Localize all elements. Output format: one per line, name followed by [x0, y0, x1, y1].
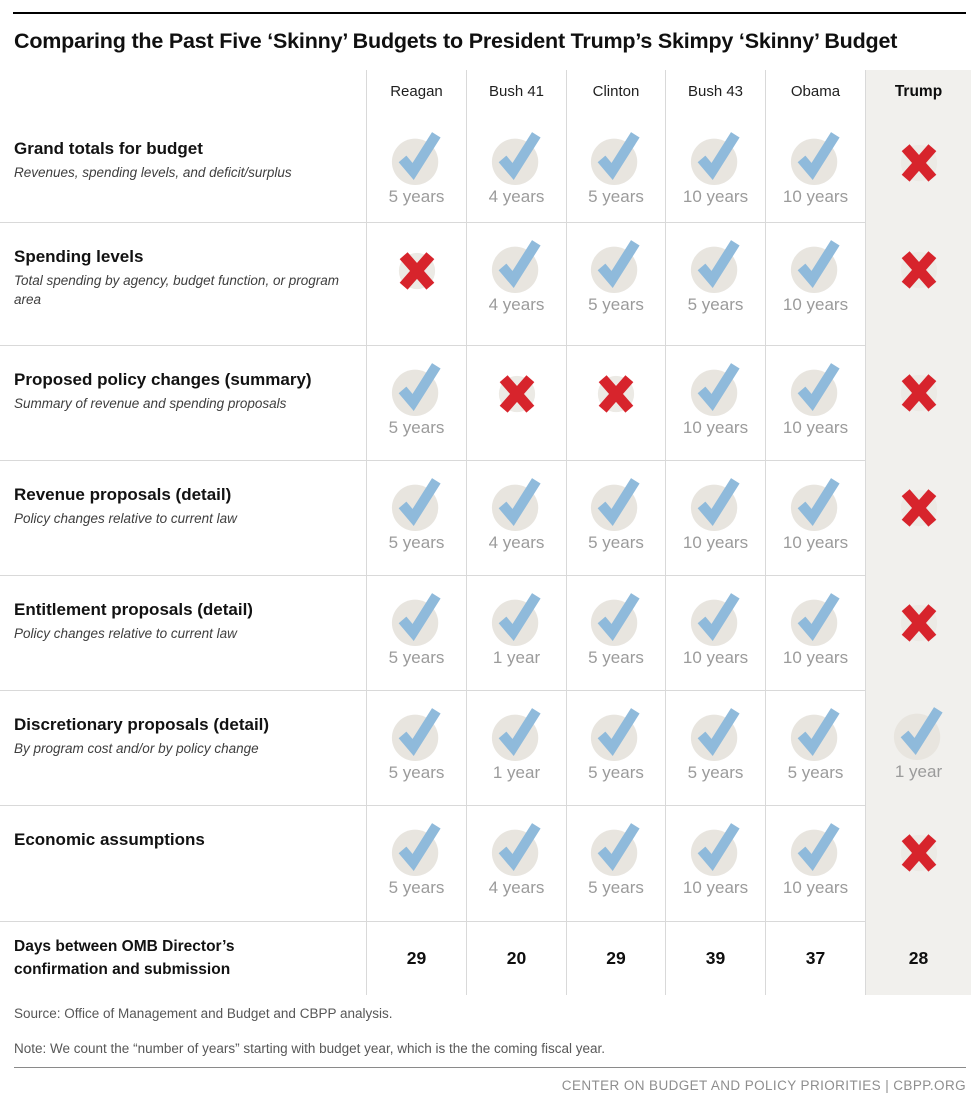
- check-icon: [788, 819, 844, 877]
- table-row: [0, 115, 971, 222]
- x-icon: [898, 485, 940, 529]
- days-value-reagan: 29: [367, 921, 467, 995]
- x-icon-wrap: [898, 370, 940, 414]
- year-label: 1 year: [894, 762, 943, 781]
- year-label: 4 years: [488, 295, 545, 314]
- year-label: 10 years: [682, 648, 749, 667]
- days-row-label-cell: [0, 921, 367, 995]
- check-icon: [588, 819, 644, 877]
- footer-brand: CENTER ON BUDGET AND POLICY PRIORITIES | CBPP.ORG: [561, 1078, 966, 1093]
- days-value-trump: 28: [866, 921, 971, 995]
- row-label-cell: [0, 222, 367, 345]
- year-label: 5 years: [388, 533, 445, 552]
- table-row: [0, 460, 971, 575]
- check-icon: [688, 819, 744, 877]
- x-icon: [396, 248, 438, 292]
- table-cell: [866, 345, 971, 460]
- year-label: 5 years: [687, 763, 744, 782]
- table-cell: [567, 222, 666, 345]
- check-icon: [389, 819, 445, 877]
- year-label: 5 years: [787, 763, 844, 782]
- x-icon: [595, 371, 637, 415]
- year-label: 5 years: [687, 295, 744, 314]
- table-cell: [567, 115, 666, 222]
- x-icon: [898, 600, 940, 644]
- check-icon: [891, 703, 947, 761]
- year-label: 5 years: [388, 878, 445, 897]
- check-icon: [688, 589, 744, 647]
- year-label: 4 years: [488, 187, 545, 206]
- table-body: [0, 115, 971, 921]
- year-label: 5 years: [388, 648, 445, 667]
- table-cell: [866, 222, 971, 345]
- table-header-row: [0, 70, 971, 115]
- year-label: 10 years: [782, 648, 849, 667]
- check-icon: [588, 474, 644, 532]
- year-label: 10 years: [782, 295, 849, 314]
- source-text: Source: Office of Management and Budget and CBPP analysis.: [14, 1006, 393, 1021]
- top-rule: [13, 12, 966, 14]
- year-label: 5 years: [588, 878, 644, 897]
- year-label: 5 years: [588, 187, 644, 206]
- table-cell: [367, 690, 467, 805]
- table-cell: [467, 575, 567, 690]
- table-row: [0, 222, 971, 345]
- year-label: 10 years: [782, 418, 849, 437]
- table-cell: [467, 805, 567, 921]
- check-icon: [788, 474, 844, 532]
- year-label: 10 years: [782, 878, 849, 897]
- year-label: 1 year: [492, 648, 541, 667]
- check-icon: [489, 474, 545, 532]
- x-icon-wrap: [898, 830, 940, 874]
- check-icon: [688, 128, 744, 186]
- row-sublabel: Summary of revenue and spending proposals: [14, 396, 287, 411]
- x-icon: [496, 371, 538, 415]
- check-icon: [688, 359, 744, 417]
- table-cell: [567, 460, 666, 575]
- table-cell: [666, 575, 766, 690]
- check-icon: [788, 128, 844, 186]
- check-icon: [489, 819, 545, 877]
- table-row: [0, 690, 971, 805]
- table-cell: [766, 805, 866, 921]
- row-label: Grand totals for budget: [14, 139, 203, 158]
- table-cell: [467, 345, 567, 460]
- table-cell: [866, 115, 971, 222]
- year-label: 5 years: [588, 295, 644, 314]
- row-sublabel: Total spending by agency, budget function, or program area: [14, 273, 339, 307]
- year-label: 4 years: [488, 878, 545, 897]
- table-cell: [866, 690, 971, 805]
- check-icon: [588, 589, 644, 647]
- row-label-cell: [0, 115, 367, 222]
- table-cell: [666, 460, 766, 575]
- table-cell: [666, 805, 766, 921]
- x-icon-wrap: [595, 371, 637, 415]
- table-cell: [766, 345, 866, 460]
- check-icon: [588, 236, 644, 294]
- check-icon: [688, 236, 744, 294]
- row-sublabel: Revenues, spending levels, and deficit/surplus: [14, 165, 292, 180]
- check-icon: [788, 359, 844, 417]
- row-label-cell: [0, 575, 367, 690]
- table-cell: [467, 115, 567, 222]
- table-cell: [766, 222, 866, 345]
- table-cell: [666, 115, 766, 222]
- x-icon: [898, 140, 940, 184]
- table-cell: [367, 805, 467, 921]
- table-cell: [467, 460, 567, 575]
- table-row: [0, 345, 971, 460]
- table-cell: [866, 460, 971, 575]
- year-label: 10 years: [782, 533, 849, 552]
- x-icon-wrap: [496, 371, 538, 415]
- year-label: 10 years: [682, 187, 749, 206]
- chart-title: Comparing the Past Five ‘Skinny’ Budgets to President Trump’s Skimpy ‘Skinny’ Budget: [14, 29, 898, 53]
- x-icon-wrap: [898, 247, 940, 291]
- year-label: 10 years: [682, 533, 749, 552]
- header-spacer: [0, 70, 367, 115]
- table-cell: [766, 460, 866, 575]
- days-value-obama: 37: [766, 921, 866, 995]
- table-cell: [467, 690, 567, 805]
- table-cell: [766, 115, 866, 222]
- check-icon: [688, 474, 744, 532]
- row-label-cell: [0, 805, 367, 921]
- days-value-bush43: 39: [666, 921, 766, 995]
- row-sublabel: Policy changes relative to current law: [14, 626, 237, 641]
- column-header-clinton: Clinton: [567, 70, 666, 115]
- table-cell: [866, 805, 971, 921]
- row-label: Economic assumptions: [14, 830, 205, 849]
- row-label: Spending levels: [14, 247, 144, 266]
- check-icon: [489, 236, 545, 294]
- table-cell: [666, 345, 766, 460]
- column-header-obama: Obama: [766, 70, 866, 115]
- row-label: Entitlement proposals (detail): [14, 600, 253, 619]
- comparison-table: [0, 70, 971, 995]
- column-header-bush41: Bush 41: [467, 70, 567, 115]
- check-icon: [489, 128, 545, 186]
- year-label: 1 year: [492, 763, 541, 782]
- column-header-bush43: Bush 43: [666, 70, 766, 115]
- year-label: 5 years: [388, 763, 445, 782]
- year-label: 4 years: [488, 533, 545, 552]
- year-label: 5 years: [388, 418, 445, 437]
- table-cell: [367, 575, 467, 690]
- check-icon: [788, 236, 844, 294]
- year-label: 10 years: [682, 418, 749, 437]
- table-cell: [666, 690, 766, 805]
- check-icon: [788, 704, 844, 762]
- table-cell: [367, 345, 467, 460]
- x-icon-wrap: [396, 248, 438, 292]
- x-icon-wrap: [898, 485, 940, 529]
- x-icon: [898, 830, 940, 874]
- row-label-cell: [0, 345, 367, 460]
- row-label: Revenue proposals (detail): [14, 485, 232, 504]
- row-label-cell: [0, 460, 367, 575]
- table-cell: [666, 222, 766, 345]
- year-label: 5 years: [588, 763, 644, 782]
- year-label: 5 years: [588, 533, 644, 552]
- days-value-bush41: 20: [467, 921, 567, 995]
- check-icon: [389, 589, 445, 647]
- table-row: [0, 575, 971, 690]
- check-icon: [489, 704, 545, 762]
- check-icon: [389, 128, 445, 186]
- row-label: Proposed policy changes (summary): [14, 370, 312, 389]
- table-cell: [567, 345, 666, 460]
- table-row: [0, 805, 971, 921]
- year-label: 10 years: [782, 187, 849, 206]
- table-cell: [467, 222, 567, 345]
- table-cell: [567, 805, 666, 921]
- x-icon-wrap: [898, 600, 940, 644]
- year-label: 10 years: [682, 878, 749, 897]
- x-icon: [898, 370, 940, 414]
- table-cell: [866, 575, 971, 690]
- table-cell: [766, 575, 866, 690]
- check-icon: [688, 704, 744, 762]
- check-icon: [389, 474, 445, 532]
- table-cell: [367, 115, 467, 222]
- note-text: Note: We count the “number of years” starting with budget year, which is the the coming fiscal year.: [14, 1041, 606, 1056]
- days-value-clinton: 29: [567, 921, 666, 995]
- days-row: [0, 921, 971, 995]
- row-label-cell: [0, 690, 367, 805]
- x-icon-wrap: [898, 140, 940, 184]
- table-cell: [567, 575, 666, 690]
- year-label: 5 years: [588, 648, 644, 667]
- check-icon: [588, 128, 644, 186]
- check-icon: [788, 589, 844, 647]
- footer-rule: [14, 1067, 966, 1068]
- column-header-trump: Trump: [866, 70, 971, 115]
- check-icon: [588, 704, 644, 762]
- x-icon: [898, 247, 940, 291]
- year-label: 5 years: [388, 187, 445, 206]
- row-sublabel: By program cost and/or by policy change: [14, 741, 259, 756]
- check-icon: [489, 589, 545, 647]
- table-cell: [367, 460, 467, 575]
- table-cell: [766, 690, 866, 805]
- row-label: Discretionary proposals (detail): [14, 715, 270, 734]
- column-header-reagan: Reagan: [367, 70, 467, 115]
- table-cell: [567, 690, 666, 805]
- table-cell: [367, 222, 467, 345]
- check-icon: [389, 704, 445, 762]
- row-label: Days between OMB Director’s confirmation and submission: [14, 938, 235, 978]
- check-icon: [389, 359, 445, 417]
- row-sublabel: Policy changes relative to current law: [14, 511, 237, 526]
